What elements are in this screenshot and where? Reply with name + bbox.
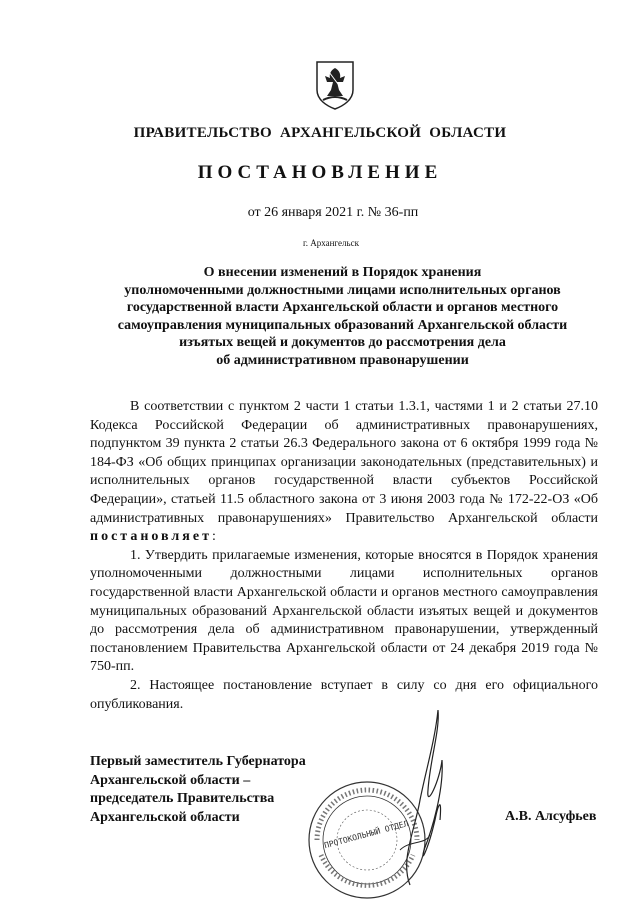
document-city: г. Архангельск (303, 238, 359, 248)
stamp-label: ПРОТОКОЛЬНЫЙ ОТДЕЛ (323, 819, 410, 851)
position-line: председатель Правительства (90, 791, 275, 807)
preamble-paragraph (90, 398, 598, 547)
item-2-paragraph: 2. Настоящее постановление вступает в силу со дня его официального опубликования. (90, 677, 598, 712)
document-type: ПОСТАНОВЛЕНИЕ (197, 162, 443, 183)
signatory-position (90, 753, 306, 827)
heading-line: об административном правонарушении (216, 352, 469, 368)
position-line: Архангельской области (90, 809, 240, 825)
heading-line: государственной власти Архангельской области и органов местного (126, 300, 559, 315)
document-heading (90, 264, 595, 369)
handwritten-signature-icon (380, 700, 460, 890)
item-1-paragraph: 1. Утвердить прилагаемые изменения, которые вносятся в Порядок хранения уполномоченными должностными лицами исполнительных органов государственной власти Архангельской области и органов местного самоуправления муниципальных образований Архангельской области изъятых вещей и документов до рассмотрения дела об административном правонарушении, утвержденный постановлением Правительства Архангельской области от 24 декабря 2019 года № 750-пп. (90, 547, 598, 675)
heading-line: самоуправления муниципальных образований Архангельской области (117, 317, 568, 333)
decree-word: постановляет (90, 529, 212, 545)
heading-line: уполномоченными должностными лицами исполнительных органов (124, 282, 561, 298)
position-line: Первый заместитель Губернатора (90, 754, 306, 769)
government-title: ПРАВИТЕЛЬСТВО АРХАНГЕЛЬСКОЙ ОБЛАСТИ (133, 125, 507, 141)
preamble-text: В соответствии с пунктом 2 части 1 статьи 1.3.1, частями 1 и 2 статьи 27.10 Кодекса Российской Федерации об административных правонарушениях, подпунктом 39 пункта 2 статьи 26.3 Федерального закона от 6 октября 1999 года № 184-ФЗ «Об общих принципах организации законодательных (представительных) и исполнительных органов государственной власти субъектов Российской Федерации», статьей 11.5 областного закона от 3 июня 2003 года № 172-22-ОЗ «Об административных правонарушениях» Правительство Архангельской области (90, 399, 598, 526)
position-line: Архангельской области – (90, 772, 251, 788)
coat-of-arms-icon (315, 60, 355, 110)
signatory-name: А.В. Алсуфьев (505, 809, 597, 824)
document-date-number: от 26 января 2021 г. № 36-пп (247, 205, 419, 220)
document-body (90, 398, 598, 714)
heading-line: О внесении изменений в Порядок хранения (203, 265, 482, 280)
heading-line: изъятых вещей и документов до рассмотрения дела (179, 335, 506, 350)
decree-colon: : (211, 529, 216, 545)
